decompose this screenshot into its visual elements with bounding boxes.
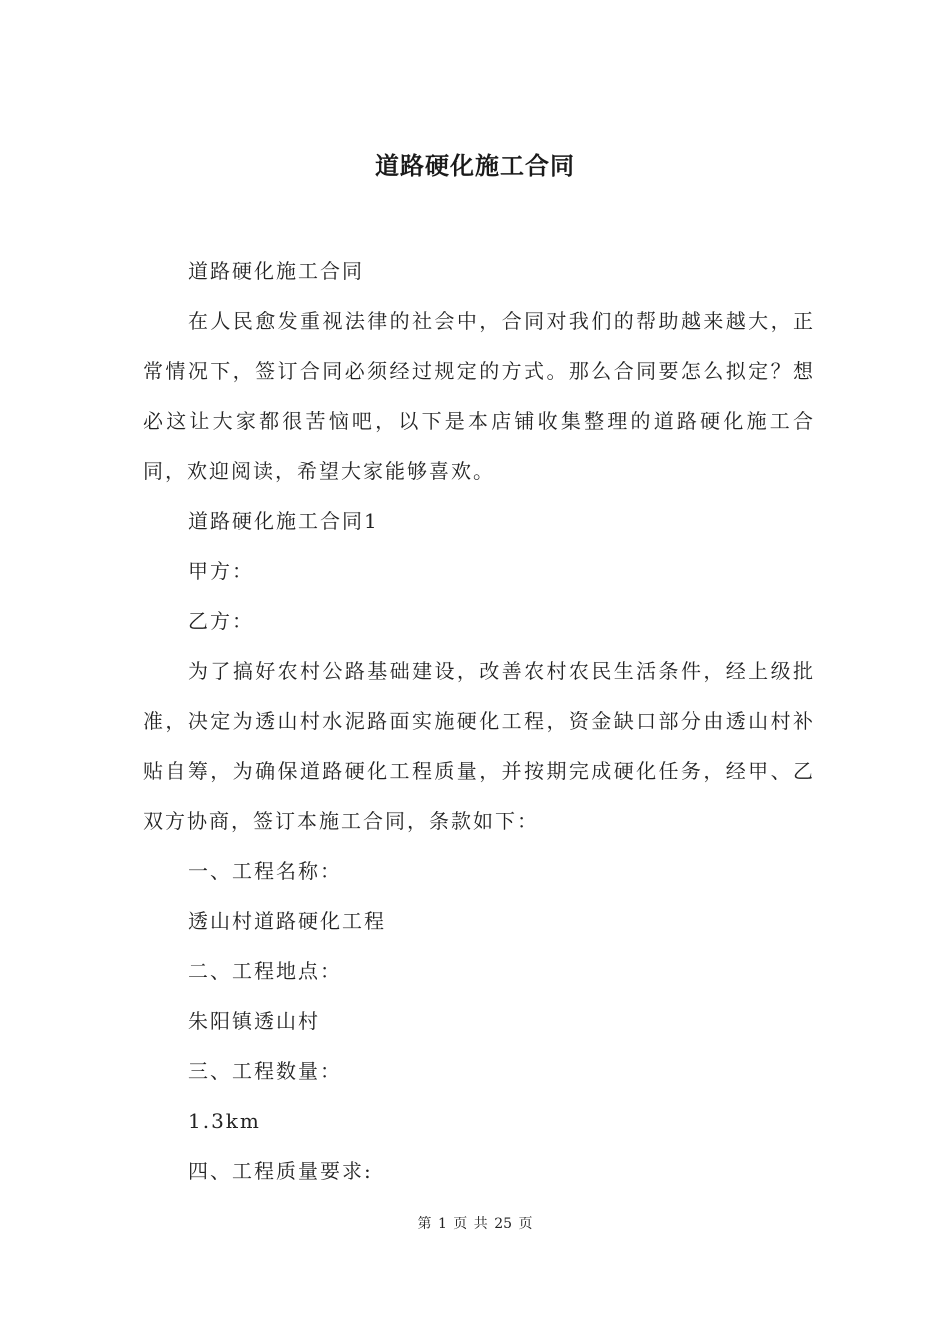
document-body xyxy=(143,246,815,1196)
paragraph: 乙方： xyxy=(188,609,254,633)
paragraph: 三、工程数量： xyxy=(188,1059,342,1083)
paragraph: 透山村道路硬化工程 xyxy=(188,909,386,933)
paragraph: 甲方： xyxy=(188,559,254,583)
paragraph: 一、工程名称： xyxy=(188,859,342,883)
paragraph: 在人民愈发重视法律的社会中，合同对我们的帮助越来越大，正常情况下，签订合同必须经过规定的方式。那么合同要怎么拟定？想必这让大家都很苦恼吧，以下是本店铺收集整理的道路硬化施工合同，欢迎阅读，希望大家能够喜欢。 xyxy=(143,309,815,483)
paragraph: 道路硬化施工合同 xyxy=(188,259,364,283)
page-footer: 第 1 页 共 25 页 xyxy=(417,1216,533,1232)
paragraph: 二、工程地点： xyxy=(188,959,342,983)
paragraph: 1.3km xyxy=(188,1109,261,1133)
paragraph: 四、工程质量要求: xyxy=(188,1159,373,1183)
document-title: 道路硬化施工合同 xyxy=(375,151,575,180)
paragraph: 为了搞好农村公路基础建设，改善农村农民生活条件，经上级批准，决定为透山村水泥路面实施硬化工程，资金缺口部分由透山村补贴自筹，为确保道路硬化工程质量，并按期完成硬化任务，经甲、乙双方协商，签订本施工合同，条款如下： xyxy=(143,659,815,833)
paragraph: 朱阳镇透山村 xyxy=(188,1009,320,1033)
paragraph: 道路硬化施工合同1 xyxy=(188,509,379,533)
